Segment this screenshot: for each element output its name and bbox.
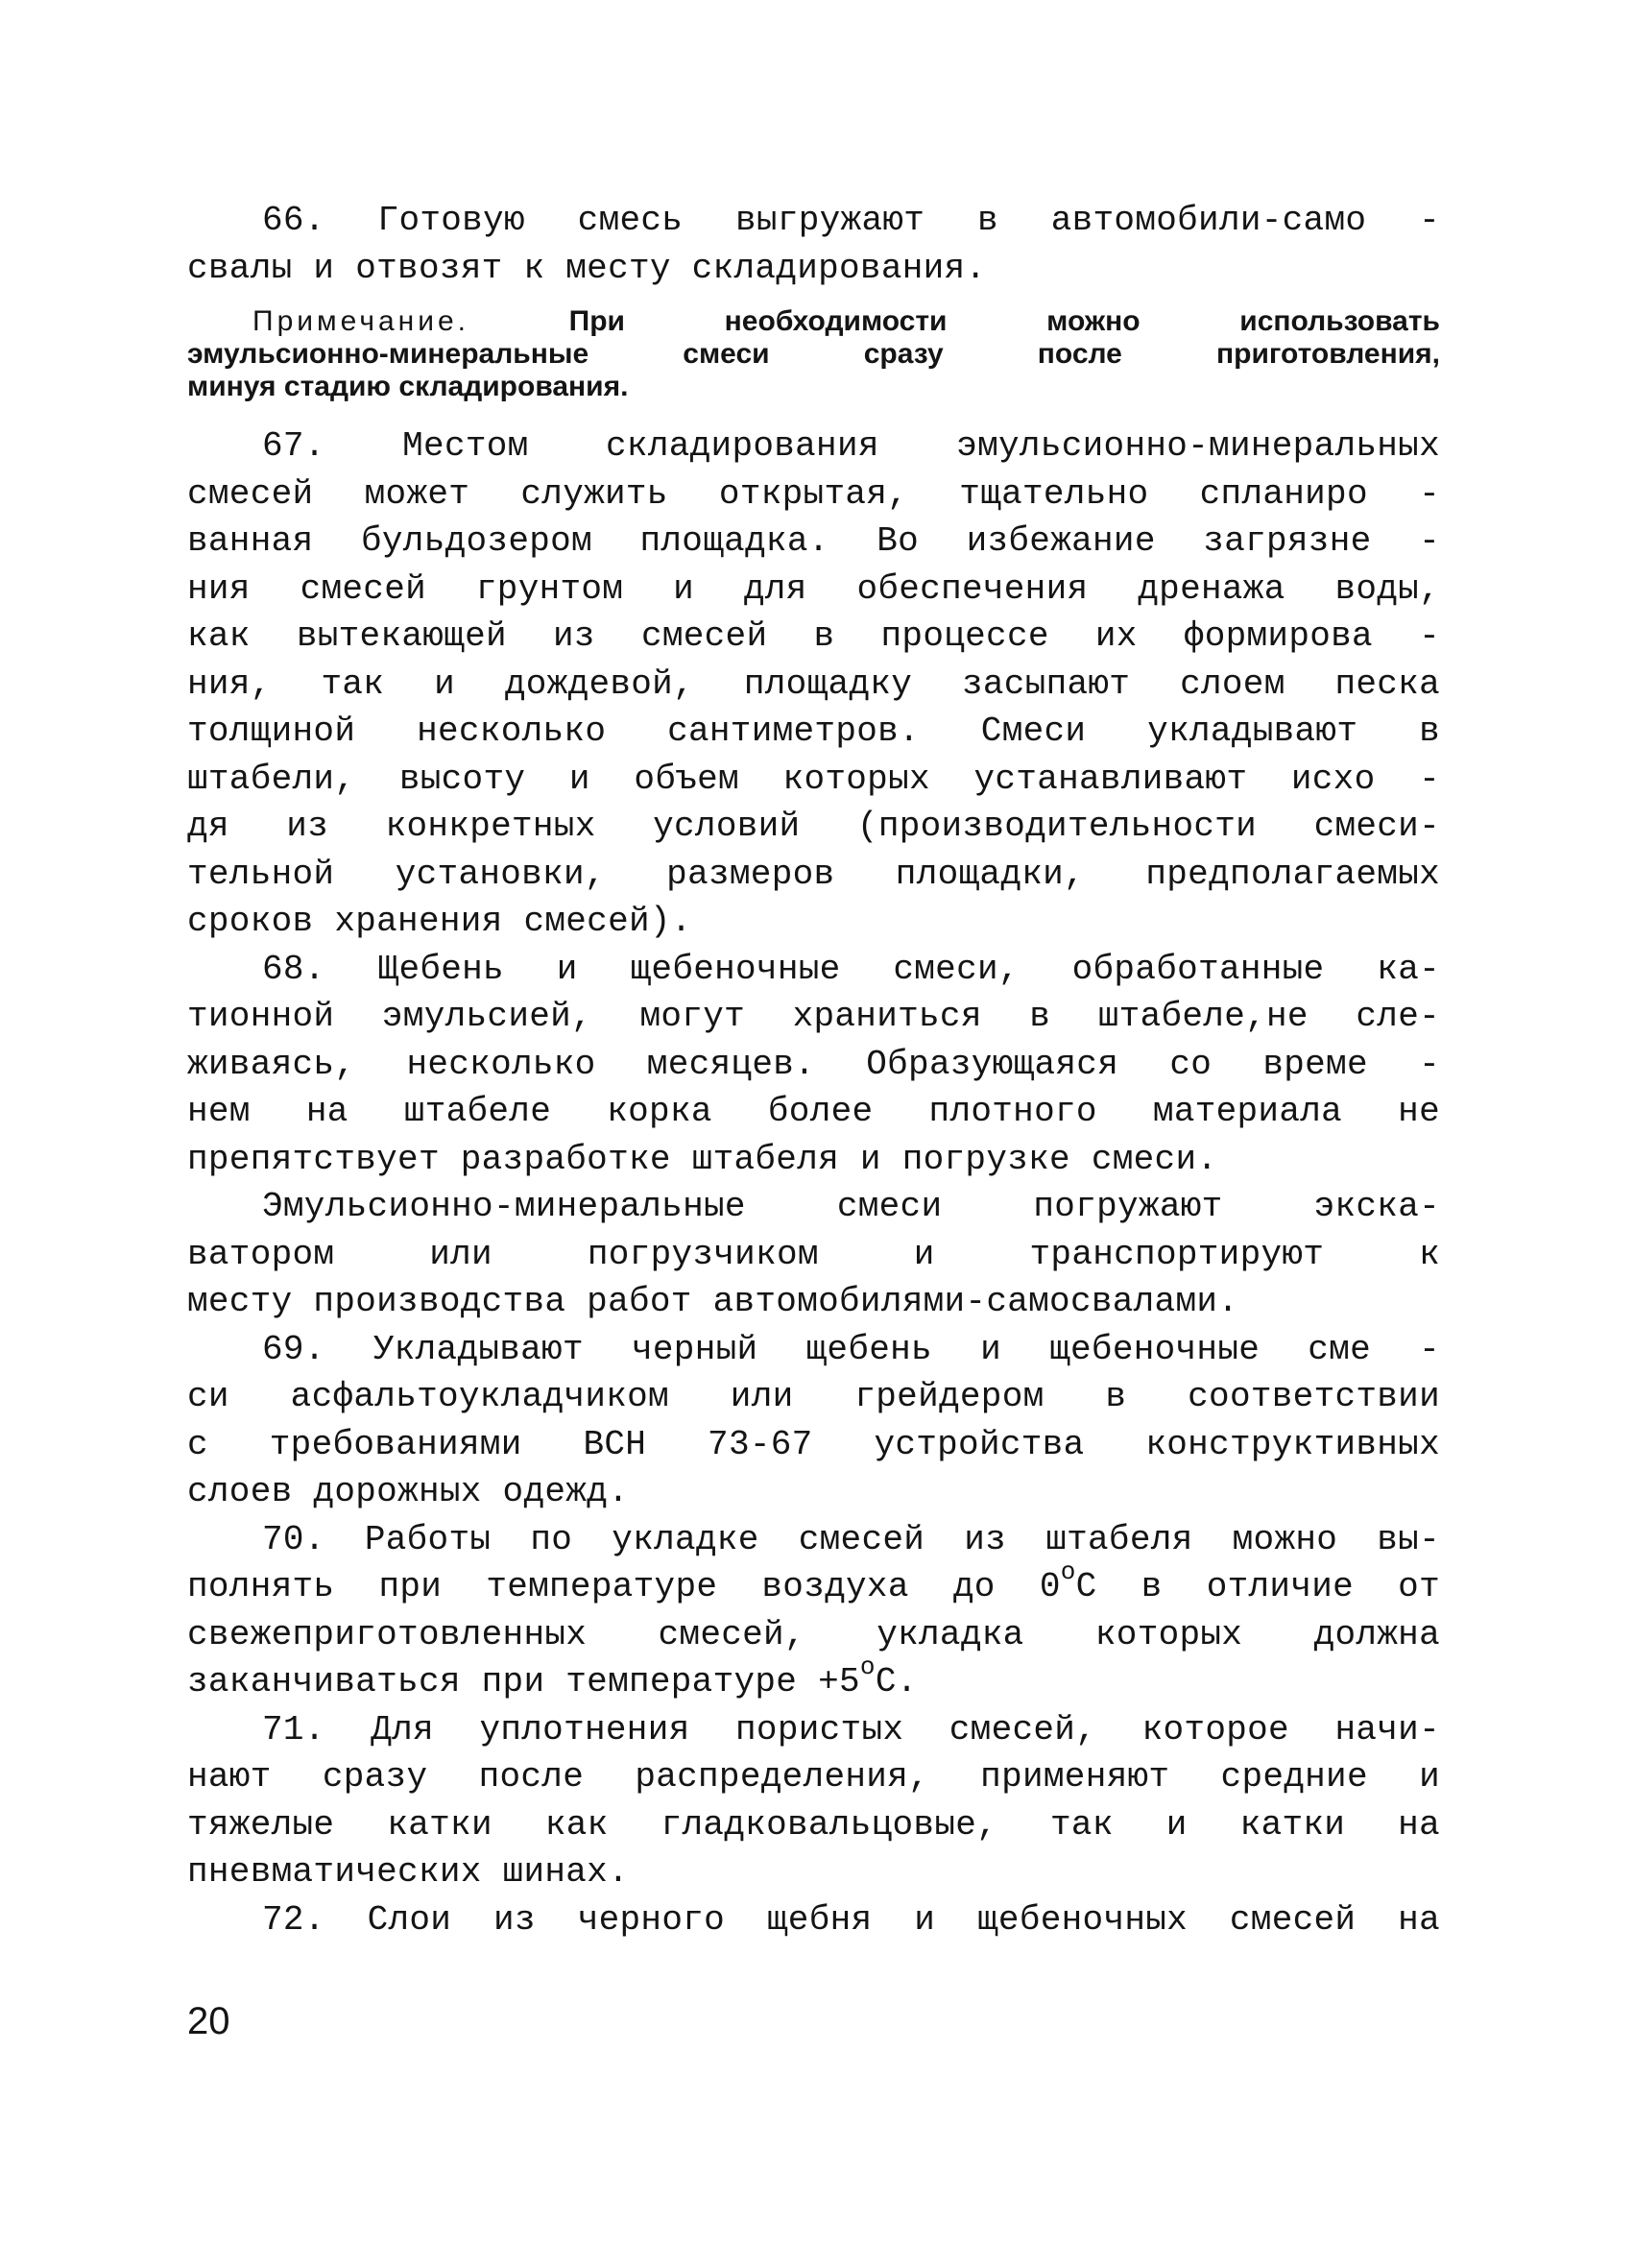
text-line: толщиной несколько сантиметров. Смеси укладывают в bbox=[187, 712, 1440, 751]
degree-symbol: о bbox=[859, 1658, 876, 1681]
note-label: Примечание. bbox=[252, 305, 469, 337]
text-line: 70. Работы по укладке смесей из штабеля можно вы- bbox=[262, 1519, 1440, 1559]
text-segment: полнять при температуре воздуха до 0 bbox=[187, 1567, 1061, 1606]
paragraph-70 bbox=[187, 1516, 1440, 1706]
degree-symbol: о bbox=[1060, 1563, 1076, 1586]
text-line: живаясь, несколько месяцев. Образующаяся со време - bbox=[187, 1044, 1440, 1084]
note-line: эмульсионно-минеральные смеси сразу после приготовления, bbox=[187, 338, 1440, 370]
text-segment: С. bbox=[875, 1662, 918, 1701]
text-line: 72. Слои из черного щебня и щебеночных смесей на bbox=[262, 1899, 1440, 1940]
paragraph-71 bbox=[187, 1706, 1440, 1896]
text-segment: заканчиваться при температуре +5 bbox=[187, 1662, 860, 1701]
text-line: нем на штабеле корка более плотного материала не bbox=[187, 1092, 1440, 1131]
text-line: ния, так и дождевой, площадку засыпают слоем песка bbox=[187, 664, 1440, 704]
text-line: с требованиями ВСН 73-67 устройства конструктивных bbox=[187, 1424, 1440, 1464]
text-line: свежеприготовленных смесей, укладка которых должна bbox=[187, 1614, 1440, 1654]
text-line: месту производства работ автомобилями-самосвалами. bbox=[187, 1282, 1239, 1321]
paragraph-66 bbox=[187, 197, 1440, 292]
text-line: смесей может служить открытая, тщательно спланиро - bbox=[187, 473, 1440, 514]
text-line: штабели, высоту и объем которых устанавливают исхо - bbox=[187, 759, 1440, 799]
text-line: си асфальтоукладчиком или грейдером в соответствии bbox=[187, 1377, 1440, 1416]
text-segment: С в отличие от bbox=[1075, 1567, 1440, 1606]
text-line: дя из конкретных условий (производительности смеси- bbox=[187, 807, 1440, 846]
text-line: тяжелые катки как гладковальцовые, так и катки на bbox=[187, 1804, 1440, 1845]
paragraph-69 bbox=[187, 1326, 1440, 1516]
text-line: 68. Щебень и щебеночные смеси, обработанные ка- bbox=[262, 949, 1440, 989]
note-text: При необходимости можно использовать bbox=[568, 305, 1440, 337]
text-line: ватором или погрузчиком и транспортируют к bbox=[187, 1234, 1440, 1274]
text-line: пневматических шинах. bbox=[187, 1852, 629, 1892]
paragraph-72 bbox=[187, 1896, 1440, 1944]
note-block bbox=[187, 305, 1440, 403]
note-line bbox=[187, 305, 1440, 338]
text-line: нают сразу после распределения, применяют средние и bbox=[187, 1757, 1440, 1797]
text-line: как вытекающей из смесей в процессе их формирова - bbox=[187, 616, 1440, 656]
text-line: 67. Местом складирования эмульсионно-минеральных bbox=[262, 426, 1440, 466]
paragraph-67 bbox=[187, 422, 1440, 946]
text-line: Эмульсионно-минеральные смеси погружают экска- bbox=[262, 1187, 1440, 1226]
text-line: тельной установки, размеров площадки, предполагаемых bbox=[187, 854, 1440, 894]
text-line: ванная бульдозером площадка. Во избежание загрязне - bbox=[187, 521, 1440, 561]
text-line: 66. Готовую смесь выгружают в автомобили-само - bbox=[262, 201, 1440, 240]
paragraph-68-continued bbox=[187, 1183, 1440, 1326]
page-number: 20 bbox=[187, 2000, 230, 2042]
text-line: слоев дорожных одежд. bbox=[187, 1472, 629, 1511]
text-line: 71. Для уплотнения пористых смесей, которое начи- bbox=[262, 1709, 1440, 1749]
note-line: минуя стадию складирования. bbox=[187, 371, 629, 402]
text-line: свалы и отвозят к месту складирования. bbox=[187, 248, 987, 288]
text-line: тионной эмульсией, могут храниться в штабеле,не сле- bbox=[187, 997, 1440, 1036]
text-line bbox=[187, 1563, 1440, 1611]
text-line: препятствует разработке штабеля и погрузке смеси. bbox=[187, 1139, 1218, 1179]
body-text bbox=[187, 197, 1440, 1943]
text-line: ния смесей грунтом и для обеспечения дренажа воды, bbox=[187, 568, 1440, 609]
text-line: сроков хранения смесей). bbox=[187, 902, 692, 941]
text-line bbox=[187, 1658, 1440, 1706]
text-line: 69. Укладывают черный щебень и щебеночные сме - bbox=[262, 1329, 1440, 1369]
paragraph-68 bbox=[187, 946, 1440, 1184]
